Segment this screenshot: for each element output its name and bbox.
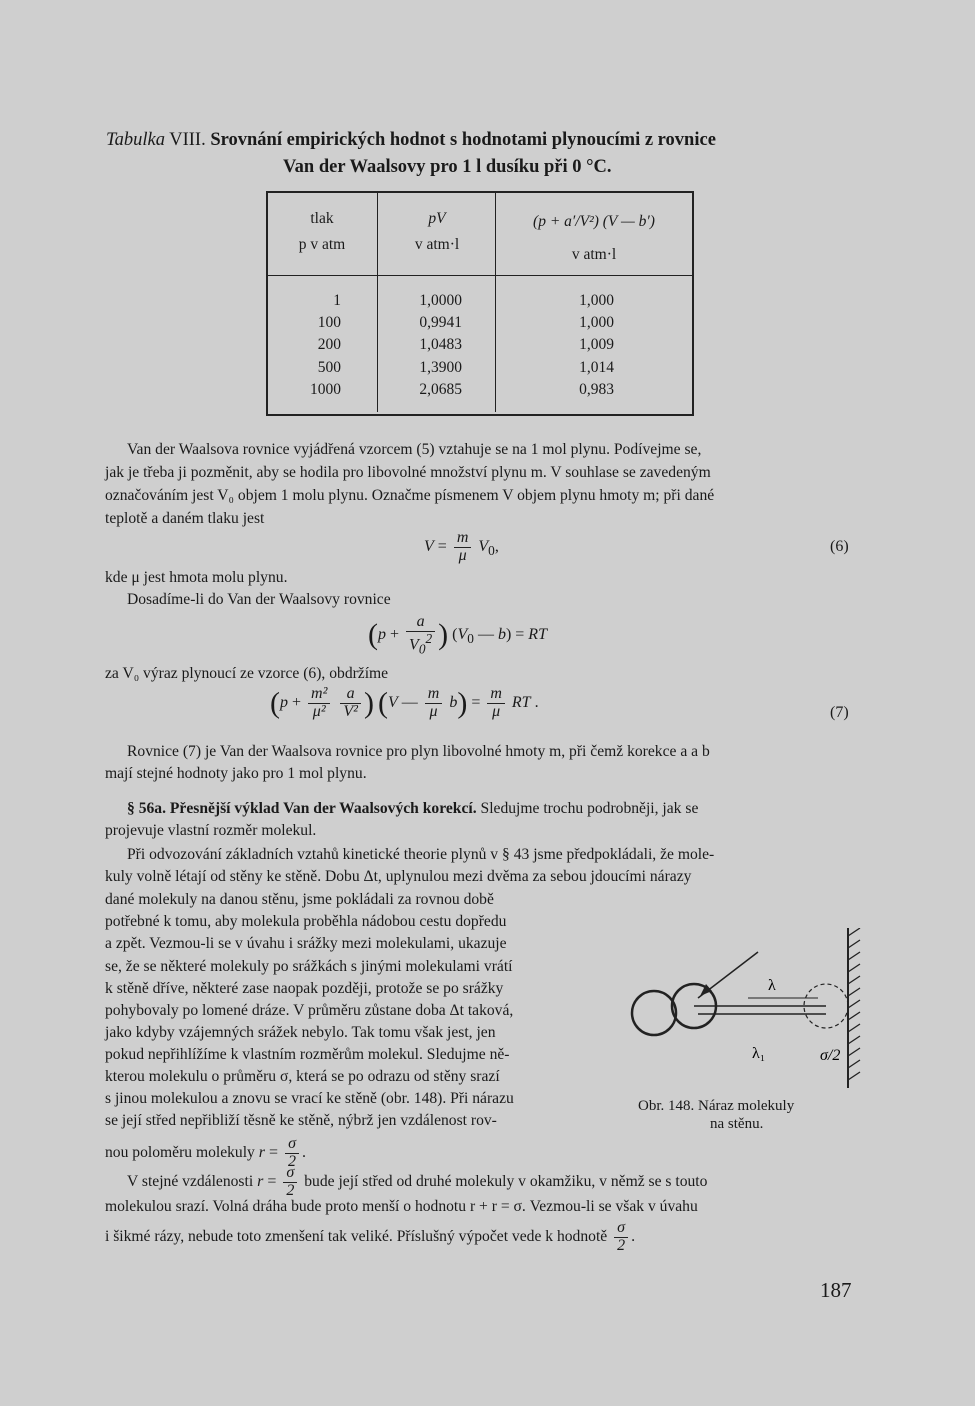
header-vdw-unit: v atm·l [571,246,617,263]
header-p-atm: p v atm [298,236,346,253]
paragraph-line: jako kdyby vzájemných srážek nebylo. Tak tomu však jest, jen [105,1024,496,1041]
column-pressure [268,290,341,401]
header-pv-unit: v atm·l [414,236,460,253]
paragraph-line: se, že se některé molekuly po srážkách s jinými molekulami vrátí [105,958,513,975]
table-cell: 1,000 [579,314,614,332]
paragraph-line: a zpět. Vezmou-li se v úvahu i srážky mezi molekulami, ukazuje [105,935,507,952]
table-cell: 1000 [310,380,341,398]
table-cell: 0,9941 [419,314,462,332]
paragraph-line: pohybovaly po lomené dráze. V průměru zůstane doba Δt taková, [105,1002,514,1019]
section-text: Sledujme trochu podrobněji, jak se [480,800,699,817]
header-vdw-formula: (p + a′/V²) (V — b′) [533,213,655,230]
equation-vdw-mol: (p + $\frac{a}{V_0^2}$ ) ($V_0$ — b) = RT [368,613,547,657]
paragraph-line: Při odvozování základních vztahů kinetické theorie plynů v § 43 jsme předpokládali, že mole- [127,846,715,863]
molecule-left [632,991,676,1035]
page-number: 187 [820,1278,852,1302]
caption-title-line2: Van der Waalsovy pro 1 l dusíku při 0 °C. [283,157,612,177]
figure-caption-line1: Obr. 148. Náraz molekuly [638,1098,795,1114]
table-caption-line1 [106,130,716,151]
paragraph-line: Dosadíme-li do Van der Waalsovy rovnice [127,591,391,608]
table-cell: 1,0483 [419,336,462,354]
table-cell: 0,983 [579,380,614,398]
equation-6-label: (6) [830,538,849,555]
paragraph-line: označováním jest V₀ objem 1 molu plynu. Označme písmenem V objem plynu hmoty m; při dané [105,487,715,504]
section-number: § 56a. [127,800,166,817]
equation-7: (p + $\frac{\text{m²}}{\text{μ²}}$ $\frac{a}{\text{V²}}$ ) (V — $\frac{m}{\mu}$ b) = $\frac{m}{\mu}$ RT . [270,685,539,720]
section-heading-line [127,797,698,821]
table-column-divider-1 [377,193,378,412]
paragraph-line: k stěně dříve, některé zase naopak později, protože se po srážky [105,980,504,997]
paragraph-line: mají stejné hodnoty jako pro 1 mol plynu. [105,765,367,782]
column-vdw [498,290,614,401]
section-title: Přesnější výklad Van der Waalsových korekcí. [169,800,477,817]
table-cell: 2,0685 [419,380,462,398]
paragraph-line: Van der Waalsova rovnice vyjádřená vzorcem (5) vztahuje se na 1 mol plynu. Podívejme se, [127,441,702,458]
column-pv [380,290,462,401]
paragraph-line: kuly volně létají od stěny ke stěně. Dobu Δt, uplynulou mezi dvěma za sebou jdoucími nárazy [105,868,692,885]
header-tlak: tlak [310,210,334,227]
caption-title-line1: Srovnání empirických hodnot s hodnotami plynoucími z rovnice [210,130,716,150]
line-text: i šikmé rázy, nebude toto zmenšení tak veliké. Příslušný výpočet vede k hodnotě [105,1227,608,1245]
paragraph-line: jak je třeba ji pozměnit, aby se hodila pro libovolné množství plynu m. V souhlase se zavedeným [105,464,711,481]
caption-number: VIII. [169,130,206,150]
table-cell: 1,014 [579,358,614,376]
paragraph-line: kterou molekulu o průměru σ, která se po odrazu od stěny srazí [105,1068,500,1085]
paragraph-line: kde μ jest hmota molu plynu. [105,569,288,586]
table-cell: 1,009 [579,336,614,354]
paragraph-line: dané molekuly na danou stěnu, jsme pokládali za rovnou době [105,891,494,908]
paragraph-line: Rovnice (7) je Van der Waalsova rovnice pro plyn libovolné hmoty m, při čemž korekce a a b [127,743,710,760]
table-cell: 1,0000 [419,292,462,309]
paragraph-line: molekulou srazí. Volná dráha bude proto menší o hodnotu r + r = σ. Vezmou-li se však v úvahu [105,1198,698,1215]
table-column-divider-2 [495,193,496,412]
table-cell: 200 [317,336,341,354]
paragraph-line: V stejné vzdálenosti r = $\frac{\sigma}{2}$ bude její střed od druhé molekuly v okamžiku, v němž se s touto [127,1164,708,1199]
table-caption-line2 [283,157,612,178]
label-lambda: λ [768,977,776,994]
paragraph-line: teplotě a daném tlaku jest [105,510,265,527]
label-lambda1: λ₁ [752,1045,766,1062]
table-header-separator [266,275,692,276]
table-cell: 1,3900 [419,358,462,376]
table-cell: 500 [317,358,341,376]
table-cell: 100 [317,314,341,332]
paragraph-line: i šikmé rázy, nebude toto zmenšení tak veliké. Příslušný výpočet vede k hodnotě $\frac{\sigma}{2}$ . [105,1219,636,1254]
paragraph-line: s jinou molekulou a znovu se vrací ke stěně (obr. 148). Při nárazu [105,1090,514,1107]
paragraph-line: pokud nepřihlížíme k vlastním rozměrům molekul. Sledujme ně- [105,1046,510,1063]
table-cell: 1 [333,292,341,309]
paragraph-line: nou poloměru molekuly r = $\frac{\sigma}{2}$ . [105,1135,307,1170]
paragraph-line: projevuje vlastní rozměr molekul. [105,822,317,839]
equation-7-label: (7) [830,704,849,721]
paragraph-line: potřebné k tomu, aby molekula proběhla nádobou cestu dopředu [105,913,507,930]
header-pv: pV [428,210,446,227]
figure-caption-line2: na stěnu. [710,1116,764,1132]
line-text: bude její střed od druhé molekuly v okamžiku, v němž se s touto [304,1172,708,1190]
line-text: nou poloměru molekuly [105,1143,255,1161]
figure-148-molecule-impact [628,928,862,1098]
paragraph-line: se její střed nepřibliží těsně ke stěně, nýbrž jen vzdálenost rov- [105,1112,497,1129]
line-text: V stejné vzdálenosti [127,1172,254,1190]
table-cell: 1,000 [579,292,614,309]
label-sigma-half: σ/2 [820,1047,841,1064]
caption-label: Tabulka [106,130,165,150]
paragraph-line: za V₀ výraz plynoucí ze vzorce (6), obdržíme [105,665,389,682]
equation-6: V = $\frac{m}{\mu}$ $V_0$, [424,529,499,564]
wall-hatching [848,928,860,1080]
